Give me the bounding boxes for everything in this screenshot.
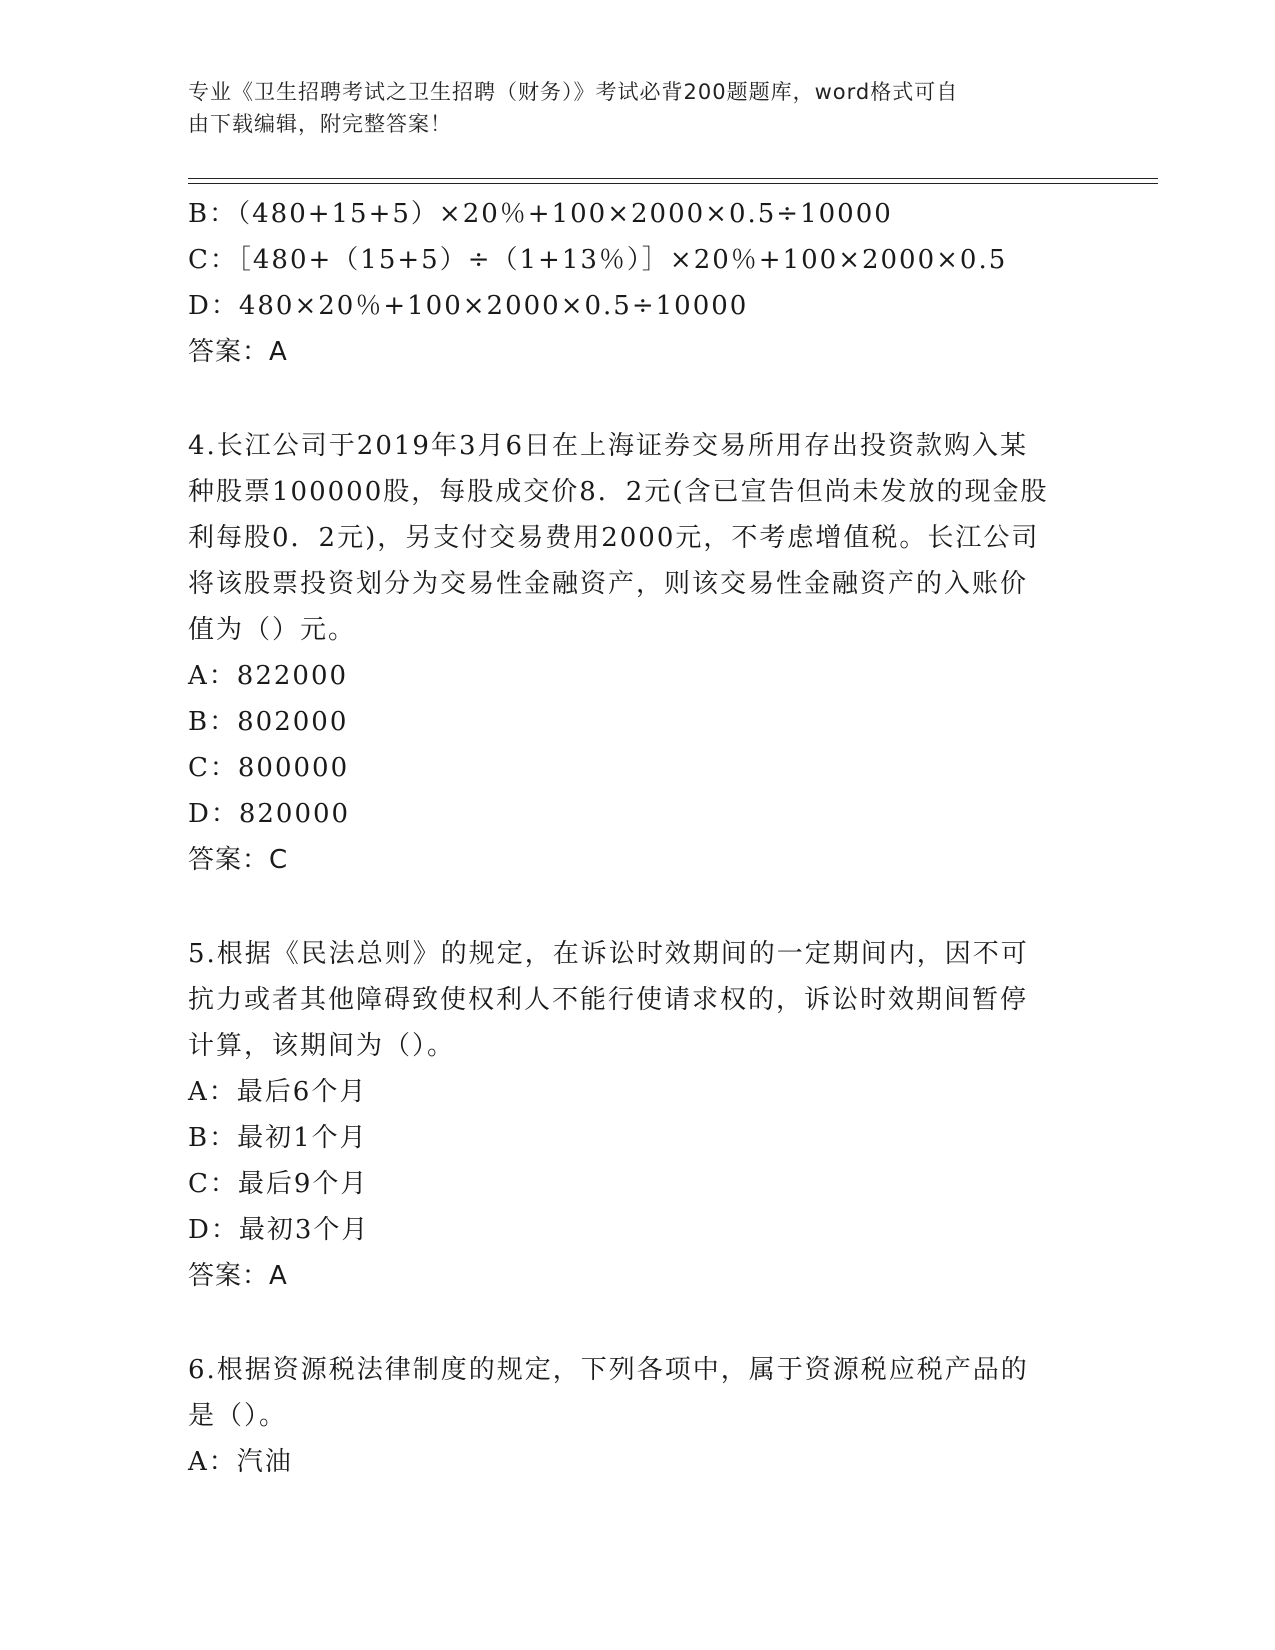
answer-label: 答案：A <box>188 337 288 367</box>
question-4 <box>188 423 1078 883</box>
question-text-line: 种股票100000股，每股成交价8．2元(含已宣告但尚未发放的现金股 <box>188 477 1049 507</box>
option-b: B：最初1个月 <box>188 1123 368 1153</box>
question-text-line: 值为（）元。 <box>188 615 357 645</box>
option-c: C：［480+（15+5）÷（1+13％）］×20％+100×2000×0.5 <box>188 245 1008 275</box>
question-text-line: 将该股票投资划分为交易性金融资产，则该交易性金融资产的入账价 <box>188 569 1029 599</box>
header-divider-bottom <box>188 183 1158 184</box>
option-d: D：最初3个月 <box>188 1215 370 1245</box>
header-line-1: 专业《卫生招聘考试之卫生招聘（财务）》考试必背200题题库，word格式可自 <box>188 80 959 104</box>
question-text-line: 抗力或者其他障碍致使权利人不能行使请求权的，诉讼时效期间暂停 <box>188 985 1029 1015</box>
header-line-2: 由下载编辑，附完整答案！ <box>188 112 452 136</box>
document-header <box>188 76 1068 140</box>
question-text-line: 5.根据《民法总则》的规定，在诉讼时效期间的一定期间内，因不可 <box>188 939 1029 969</box>
option-a: A：最后6个月 <box>188 1077 368 1107</box>
option-d: D：480×20％+100×2000×0.5÷10000 <box>188 291 749 321</box>
question-6 <box>188 1347 1078 1485</box>
option-c: C：最后9个月 <box>188 1169 369 1199</box>
option-b: B：（480+15+5）×20％+100×2000×0.5÷10000 <box>188 199 893 229</box>
option-a: A：汽油 <box>188 1447 293 1477</box>
option-c: C：800000 <box>188 753 350 783</box>
question-text-line: 利每股0．2元)，另支付交易费用2000元，不考虑增值税。长江公司 <box>188 523 1040 553</box>
option-b: B：802000 <box>188 707 349 737</box>
question-3 <box>188 191 1078 375</box>
document-body <box>188 191 1078 1485</box>
answer-label: 答案：A <box>188 1261 288 1291</box>
option-a: A：822000 <box>188 661 349 691</box>
question-5 <box>188 931 1078 1299</box>
answer-label: 答案：C <box>188 845 289 875</box>
question-text-line: 是（）。 <box>188 1401 288 1431</box>
question-text-line: 6.根据资源税法律制度的规定，下列各项中，属于资源税应税产品的 <box>188 1355 1029 1385</box>
header-divider-top <box>188 178 1158 179</box>
option-d: D：820000 <box>188 799 351 829</box>
question-text-line: 4.长江公司于2019年3月6日在上海证券交易所用存出投资款购入某 <box>188 431 1029 461</box>
question-text-line: 计算，该期间为（）。 <box>188 1031 456 1061</box>
